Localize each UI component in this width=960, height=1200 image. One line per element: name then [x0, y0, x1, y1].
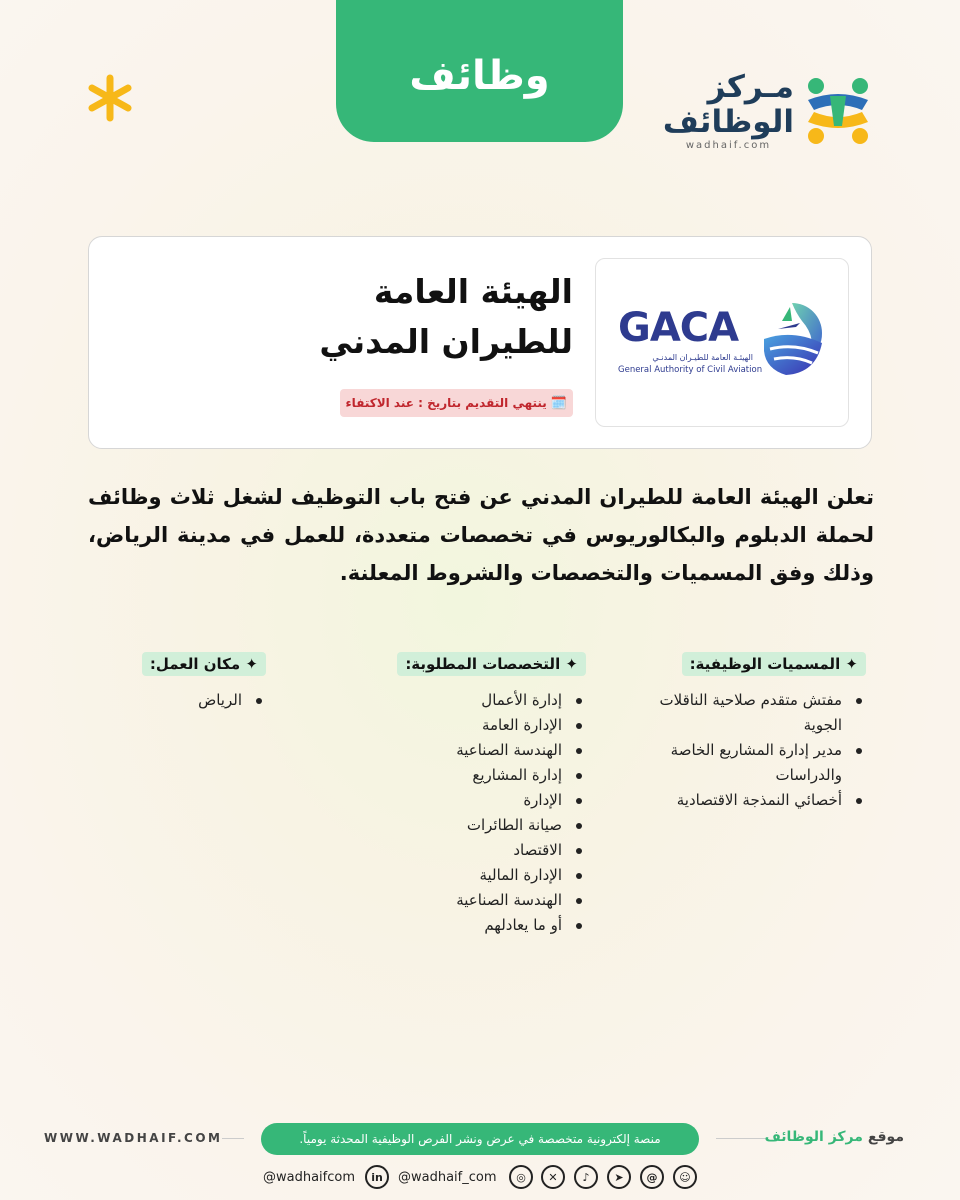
globe-emblem-icon [756, 299, 828, 383]
brand-name-line2: الوظائف [662, 104, 794, 140]
list-item: الإدارة [406, 788, 586, 813]
location-list [146, 688, 266, 713]
brand-name-line1: مـركز [707, 69, 794, 105]
threads-icon[interactable]: @ [640, 1165, 664, 1189]
instagram-link[interactable] [509, 1164, 533, 1190]
list-item: مدير إدارة المشاريع الخاصة والدراسات [646, 738, 866, 788]
linkedin-icon[interactable]: in [365, 1165, 389, 1189]
threads-link[interactable] [640, 1164, 664, 1190]
footer-tagline: منصة إلكترونية متخصصة في عرض ونشر الفرص الوظيفية المحدثة يومياً. [299, 1132, 661, 1146]
job-titles-section [646, 652, 866, 813]
specializations-list [406, 688, 586, 938]
list-item: الإدارة المالية [406, 863, 586, 888]
footer-site-name: مركز الوظائف [764, 1129, 863, 1145]
company-name: الهيئة العامة للطيران المدني [319, 272, 573, 361]
social-handle-group-2 [398, 1164, 497, 1190]
calendar-icon: 🗓️ [550, 395, 567, 411]
list-item: إدارة المشاريع [406, 763, 586, 788]
job-titles-heading: ✦ المسميات الوظيفية: [682, 652, 866, 676]
list-item: الهندسة الصناعية [406, 738, 586, 763]
brand-url: wadhaif.com [685, 140, 772, 151]
tiktok-link[interactable] [574, 1164, 598, 1190]
footer-divider [222, 1138, 244, 1139]
footer-tagline-pill [261, 1123, 699, 1155]
x-icon[interactable]: ✕ [541, 1165, 565, 1189]
specializations-section [406, 652, 586, 938]
brand-mark-icon [800, 74, 876, 148]
company-logo-wordmark: GACA [618, 305, 739, 351]
list-item: مفتش متقدم صلاحية الناقلات الجوية [646, 688, 866, 738]
deadline-badge [340, 389, 573, 417]
tiktok-icon[interactable]: ♪ [574, 1165, 598, 1189]
location-section [146, 652, 266, 713]
linkedin-link[interactable] [365, 1164, 389, 1190]
asterisk-icon [84, 72, 136, 124]
company-logo [595, 258, 849, 427]
x-link[interactable] [541, 1164, 565, 1190]
company-logo-arabic: الهيئـة العامة للطيـران المدنـي [652, 353, 753, 362]
brand-logo-text [663, 70, 794, 151]
list-item: الهندسة الصناعية [406, 888, 586, 913]
brand-logo [662, 66, 876, 156]
footer-website-link[interactable]: WWW.WADHAIF.COM [44, 1131, 223, 1145]
footer-divider [716, 1138, 766, 1139]
instagram-icon[interactable]: ◎ [509, 1165, 533, 1189]
telegram-icon[interactable]: ➤ [607, 1165, 631, 1189]
job-titles-list [646, 688, 866, 813]
snapchat-icon[interactable]: ☺ [673, 1165, 697, 1189]
list-item: الاقتصاد [406, 838, 586, 863]
social-handle-1[interactable]: @wadhaifcom [263, 1169, 356, 1185]
list-item: صيانة الطائرات [406, 813, 586, 838]
company-logo-english: General Authority of Civil Aviation [618, 365, 763, 375]
telegram-link[interactable] [607, 1164, 631, 1190]
footer-site-label [765, 1129, 904, 1145]
specializations-heading: ✦ التخصصات المطلوبة: [397, 652, 586, 676]
snapchat-link[interactable] [673, 1164, 697, 1190]
location-heading: ✦ مكان العمل: [142, 652, 266, 676]
list-item: الرياض [146, 688, 266, 713]
list-item: إدارة الأعمال [406, 688, 586, 713]
footer-site-prefix: موقع [867, 1129, 904, 1145]
header-tab [336, 0, 623, 142]
list-item: أو ما يعادلهم [406, 913, 586, 938]
list-item: الإدارة العامة [406, 713, 586, 738]
social-handle-group-1 [263, 1164, 355, 1190]
company-card [88, 236, 872, 449]
deadline-text: ينتهي التقديم بتاريخ : عند الاكتفاء [345, 396, 547, 410]
header-title: وظائف [409, 53, 550, 99]
intro-paragraph: تعلن الهيئة العامة للطيران المدني عن فتح باب التوظيف لشغل ثلاث وظائف لحملة الدبلوم والبكالوريوس في تخصصات متعددة، للعمل في مدينة الرياض، وذلك وفق المسميات والتخصصات والشروط المعلنة. [88, 485, 874, 585]
list-item: أخصائي النمذجة الاقتصادية [646, 788, 866, 813]
social-handle-2[interactable]: @wadhaif_com [398, 1169, 497, 1185]
